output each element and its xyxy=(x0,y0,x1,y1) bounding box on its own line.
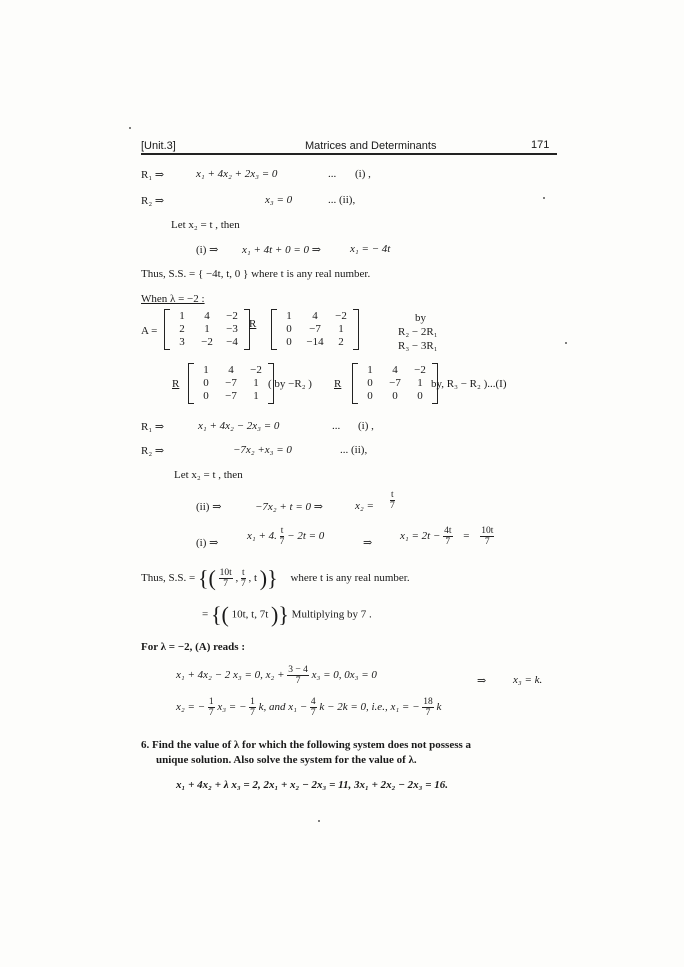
matrix-cell: 0 xyxy=(286,336,292,348)
unit-label: [Unit.3] xyxy=(141,140,176,152)
let-statement: Let x₂ = t , then xyxy=(174,469,243,481)
matrix-a xyxy=(164,309,250,350)
row-equivalence-symbol: R xyxy=(249,318,257,330)
let-statement: Let x₂ = t , then xyxy=(171,219,240,231)
question-6-system: x₁ + 4x₂ + λ x₃ = 2, 2x₁ + x₂ − 2x₃ = 11, 3x₁ + 2x₂ − 2x₃ = 16. xyxy=(176,779,448,791)
matrix-cell: 4 xyxy=(392,364,398,376)
header-rule xyxy=(141,153,557,155)
ii-implies: (ii) ⇒ xyxy=(196,501,222,513)
row1-tag: (i) , xyxy=(358,420,374,432)
lambda-heading: For λ = −2, (A) reads : xyxy=(141,641,245,653)
i-result: x₁ = 2t − $\frac{4t}{7}$ = $\frac{10t}{7}$ xyxy=(400,526,494,547)
matrix-cell: 1 xyxy=(253,377,259,389)
matrix-cell: 0 xyxy=(392,390,398,402)
matrix-cell: −7 xyxy=(225,390,237,402)
op-r3-r2: by, R₃ − R₂ )...(I) xyxy=(431,378,507,390)
row2-tag: ... (ii), xyxy=(328,194,356,206)
row-equivalence-symbol: R xyxy=(172,378,180,390)
question-6-line-1: 6. Find the value of λ for which the following system does not possess a xyxy=(141,739,472,751)
op-r3: R₃ − 3R₁ xyxy=(398,340,438,352)
matrix-cell: 1 xyxy=(253,390,259,402)
matrix-cell: 4 xyxy=(204,310,210,322)
matrix-cell: 1 xyxy=(179,310,185,322)
matrix-b xyxy=(271,309,359,350)
running-title: Matrices and Determinants xyxy=(305,140,437,152)
row2-label: R₂ ⇒ xyxy=(141,195,165,207)
matrix-cell: 2 xyxy=(179,323,185,335)
matrix-cell: 1 xyxy=(367,364,373,376)
row2-equation: −7x₂ +x₃ = 0 xyxy=(233,444,292,456)
ii-fraction: $\frac{t}{7}$ xyxy=(390,490,395,511)
row1-label: R₁ ⇒ xyxy=(141,169,165,181)
scan-speck xyxy=(318,820,320,822)
question-6-line-2: unique solution. Also solve the system for the value of λ. xyxy=(156,754,417,766)
lambda-line-1-arrow: ⇒ xyxy=(477,675,487,687)
matrix-cell: 1 xyxy=(204,323,210,335)
row1-equation: x₁ + 4x₂ + 2x₃ = 0 xyxy=(196,168,278,180)
solution-set-1: Thus, S.S. = { −4t, t, 0 } where t is any real number. xyxy=(141,268,371,280)
lambda-line-1-result: x₃ = k. xyxy=(513,674,543,686)
matrix-cell: −2 xyxy=(226,310,238,322)
matrix-c xyxy=(188,363,274,404)
matrix-cell: 0 xyxy=(286,323,292,335)
matrix-cell: −2 xyxy=(335,310,347,322)
lambda-line-1: x₁ + 4x₂ − 2 x₃ = 0, x₂ + $\frac{3 - 4}{7}$ x₃ = 0, 0x₃ = 0 xyxy=(176,665,377,686)
i-equation: x₁ + 4t + 0 = 0 ⇒ xyxy=(242,244,321,256)
row-equivalence-symbol: R xyxy=(334,378,342,390)
matrix-cell: 1 xyxy=(417,377,423,389)
matrix-cell: 4 xyxy=(228,364,234,376)
matrix-cell: 1 xyxy=(286,310,292,322)
matrix-d xyxy=(352,363,438,404)
matrix-cell: 2 xyxy=(338,336,344,348)
scan-speck xyxy=(543,197,545,199)
solution-set-2: Thus, S.S. = {( $\frac{10t}{7}$ , $\frac{t}{7}$ , t )} where t is any real number. xyxy=(141,565,410,591)
row1-dots: ... xyxy=(332,420,341,432)
row1-tag: (i) , xyxy=(355,168,371,180)
ii-x2: x₂ = xyxy=(355,500,374,512)
matrix-cell: −7 xyxy=(309,323,321,335)
row1-label: R₁ ⇒ xyxy=(141,421,165,433)
row1-dots: ... xyxy=(328,168,337,180)
page-number: 171 xyxy=(531,139,550,151)
solution-set-scaled: = {( 10t, t, 7t )} Multiplying by 7 . xyxy=(202,602,372,627)
i-substitution: x₁ + 4. $\frac{t}{7}$ − 2t = 0 xyxy=(247,526,325,547)
row2-tag: ... (ii), xyxy=(340,444,368,456)
matrix-cell: 1 xyxy=(203,364,209,376)
ii-equation: −7x₂ + t = 0 ⇒ xyxy=(255,501,323,513)
op-r2: R₂ − 2R₁ xyxy=(398,326,438,338)
row2-label: R₂ ⇒ xyxy=(141,445,165,457)
matrix-cell: −7 xyxy=(225,377,237,389)
scan-speck xyxy=(129,127,131,129)
matrix-cell: −2 xyxy=(250,364,262,376)
a-label: A = xyxy=(141,325,158,337)
lambda-line-2: x₂ = − $\frac{1}{7}$ x₃ = − $\frac{1}{7}$ k, and x₁ − $\frac{4}{7}$ k − 2k = 0, i.e., x₁ = − $\frac{18}{7}$ k xyxy=(176,697,442,718)
matrix-cell: 4 xyxy=(312,310,318,322)
i-implies: (i) ⇒ xyxy=(196,244,219,256)
matrix-cell: −2 xyxy=(414,364,426,376)
matrix-cell: 1 xyxy=(338,323,344,335)
matrix-cell: −2 xyxy=(201,336,213,348)
matrix-cell: 0 xyxy=(203,377,209,389)
matrix-cell: 0 xyxy=(367,390,373,402)
row2-equation: x₃ = 0 xyxy=(265,194,293,206)
i-implies: (i) ⇒ xyxy=(196,537,219,549)
i-result: x₁ = − 4t xyxy=(350,243,391,255)
matrix-cell: 0 xyxy=(367,377,373,389)
op-neg-r2: ( by −R₂ ) xyxy=(268,378,312,390)
matrix-cell: 0 xyxy=(203,390,209,402)
row1-equation: x₁ + 4x₂ − 2x₃ = 0 xyxy=(198,420,280,432)
matrix-cell: −4 xyxy=(226,336,238,348)
matrix-cell: −7 xyxy=(389,377,401,389)
matrix-cell: 0 xyxy=(417,390,423,402)
case-heading: When λ = −2 : xyxy=(141,293,205,305)
scan-speck xyxy=(565,342,567,344)
matrix-cell: −14 xyxy=(306,336,324,348)
matrix-cell: −3 xyxy=(226,323,238,335)
matrix-cell: 3 xyxy=(179,336,185,348)
by-label: by xyxy=(415,312,426,324)
i-implies-arrow: ⇒ xyxy=(363,537,373,549)
